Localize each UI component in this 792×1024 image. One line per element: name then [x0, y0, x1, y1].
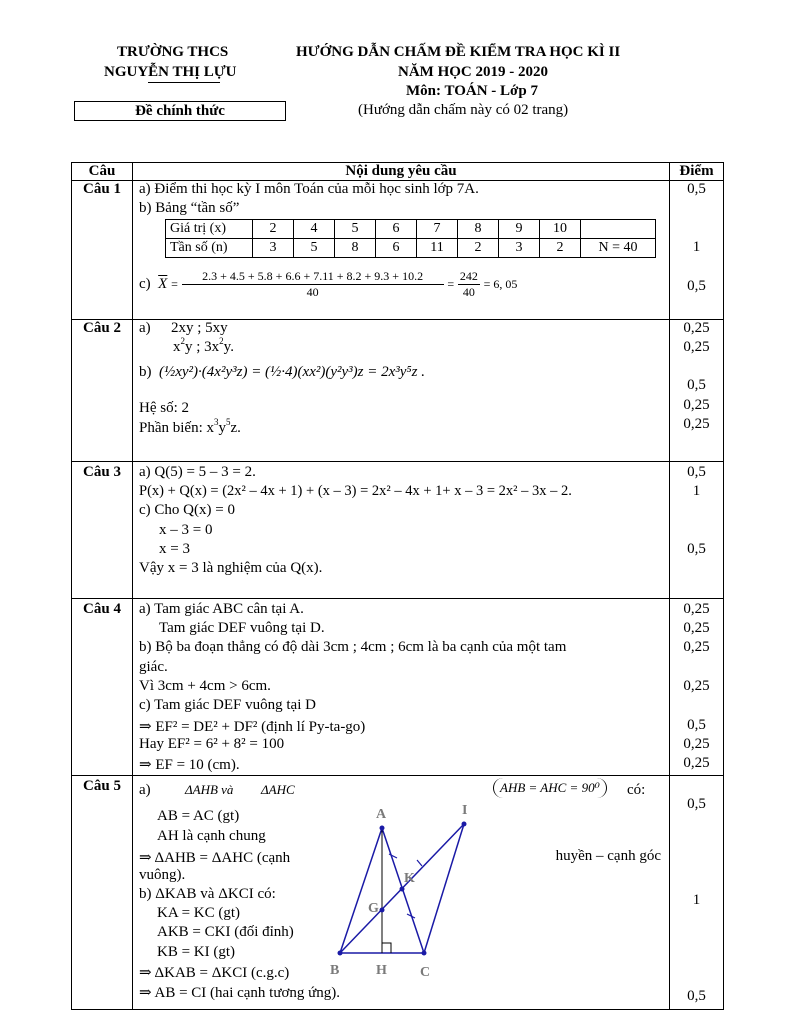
q2-b-prefix: b) — [139, 364, 152, 380]
point-a — [380, 826, 385, 831]
q1-c-denominator: 40 — [306, 285, 319, 299]
freq-cell: 4 — [294, 220, 335, 239]
geometry-figure — [328, 798, 478, 978]
q5-line: ⇒ AB = CI (hai cạnh tương ứng). — [139, 985, 341, 1001]
row-q2 — [72, 320, 724, 462]
school-underline — [148, 82, 220, 83]
score: 0,25 — [683, 736, 710, 752]
q5-line: AB = AC (gt) — [157, 808, 240, 824]
row-q4 — [72, 599, 724, 776]
q4-line: ⇒ EF = 10 (cm). — [139, 757, 240, 773]
grading-table — [71, 162, 724, 1010]
q4-line: b) Bộ ba đoạn thẳng có độ dài 3cm ; 4cm ; 6cm là ba cạnh của một tam — [139, 639, 567, 655]
q2-b-expression: (½xy²)·(4x²y³z) = (½·4)(xx²)(y²y³)z = 2x³y⁵z . — [159, 364, 425, 380]
point-g — [380, 908, 385, 913]
point-c — [422, 951, 427, 956]
score: 0,5 — [687, 796, 706, 812]
q5-line: KB = KI (gt) — [157, 944, 236, 960]
q4-line: giác. — [139, 659, 168, 675]
q4-line: ⇒ EF² = DE² + DF² (định lí Py-ta-go) — [139, 719, 366, 735]
score: 0,5 — [687, 717, 706, 733]
q4-line: Hay EF² = 6² + 8² = 100 — [139, 736, 285, 752]
freq-cell: Giá trị (x) — [166, 220, 253, 239]
q5-line: ⇒ ΔAHB = ΔAHC (cạnh — [139, 850, 291, 866]
q5-line: huyền – cạnh góc — [555, 848, 661, 864]
q1-c-numerator: 2.3 + 4.5 + 5.8 + 6.6 + 7.11 + 8.2 + 9.3 + 10.2 — [182, 269, 444, 285]
score: 0,25 — [683, 620, 710, 636]
q5-a-tri1: ΔAHB và — [185, 782, 234, 797]
label-b: B — [330, 963, 340, 978]
freq-cell: 3 — [253, 239, 294, 258]
q5-line: AH là cạnh chung — [157, 828, 266, 844]
label-k: K — [404, 871, 415, 886]
school-line2: NGUYỄN THỊ LỰU — [104, 64, 237, 80]
q1-c-result: = 6, 05 — [483, 276, 518, 291]
school-line1: TRƯỜNG THCS — [117, 44, 229, 60]
label-g: G — [368, 901, 379, 916]
q5-line: vuông). — [139, 867, 186, 883]
freq-cell: 2 — [540, 239, 581, 258]
score: 0,25 — [683, 639, 710, 655]
freq-cell: 8 — [458, 220, 499, 239]
q5-line: AKB = CKI (đối đỉnh) — [157, 924, 294, 940]
row-q3 — [72, 462, 724, 599]
q3-line: x – 3 = 0 — [159, 522, 213, 538]
freq-cell: 5 — [335, 220, 376, 239]
col-content-header: Nội dung yêu cầu — [133, 163, 670, 181]
q1-b: b) Bảng “tần số” — [139, 200, 240, 216]
q5-a-tri2: ΔAHC — [261, 782, 295, 797]
freq-cell: 6 — [376, 220, 417, 239]
frequency-table — [165, 219, 656, 258]
q1-c-prefix: c) — [139, 275, 151, 292]
score: 1 — [692, 892, 701, 908]
q2-a-line2: $x^2y$ ; $3x^2y$. — [173, 336, 234, 355]
freq-cell: 5 — [294, 239, 335, 258]
col-score-header: Điểm — [670, 163, 724, 181]
label-a: A — [376, 807, 387, 822]
score: 0,25 — [683, 601, 710, 617]
q4-line: Vì 3cm + 4cm > 6cm. — [139, 678, 271, 694]
score: 0,25 — [683, 320, 710, 336]
right-angle-mark — [382, 943, 391, 953]
tick-mark — [417, 860, 422, 866]
score: 0,25 — [683, 397, 710, 413]
label-i: I — [462, 803, 468, 818]
freq-cell: 7 — [417, 220, 458, 239]
score: 0,5 — [687, 988, 706, 1004]
score: 1 — [692, 483, 701, 499]
point-k — [400, 887, 405, 892]
freq-cell: 3 — [499, 239, 540, 258]
q1-c-denominator2: 40 — [462, 285, 475, 299]
freq-cell: 2 — [458, 239, 499, 258]
freq-cell: 10 — [540, 220, 581, 239]
score: 0,25 — [683, 339, 710, 355]
q1-c-formula: c) $\overline{X}$ = $\frac{2.3 + 4.5 + 5.8 + 6.6 + 7.11 + 8.2 + 9.3 + 10.2}{40}$ = $\frac{242}{40}$ = 6, 05 — [139, 269, 518, 299]
q2-label: Câu 2 — [83, 320, 121, 336]
score: 0,25 — [683, 755, 710, 771]
q1-c-xbar: $\overline{X}$ — [158, 275, 168, 292]
q4-line: a) Tam giác ABC cân tại A. — [139, 601, 304, 617]
score: 0,5 — [687, 181, 706, 197]
q3-line: Vậy x = 3 là nghiệm của Q(x). — [139, 560, 323, 576]
score: 0,5 — [687, 377, 706, 393]
segment-ic — [424, 824, 464, 953]
q5-line: KA = KC (gt) — [157, 905, 241, 921]
q3-label: Câu 3 — [83, 464, 121, 480]
row-q5 — [72, 776, 724, 1010]
freq-row-counts — [166, 239, 656, 258]
q3-line: a) Q(5) = 5 – 3 = 2. — [139, 464, 256, 480]
freq-cell: N = 40 — [581, 239, 656, 258]
title-line1: HƯỚNG DẪN CHẤM ĐỀ KIỂM TRA HỌC KÌ II — [296, 44, 621, 60]
freq-row-values — [166, 220, 656, 239]
col-question-header: Câu — [72, 163, 133, 181]
freq-cell: Tần số (n) — [166, 239, 253, 258]
q3-line: P(x) + Q(x) = (2x² – 4x + 1) + (x – 3) = 2x² – 4x + 1+ x – 3 = 2x² – 3x – 2. — [139, 483, 572, 499]
title-line2: NĂM HỌC 2019 - 2020 — [398, 64, 548, 80]
score: 0,5 — [687, 278, 706, 294]
title-line4: (Hướng dẫn chấm này có 02 trang) — [358, 102, 569, 118]
tick-mark — [389, 854, 397, 858]
q4-line: Tam giác DEF vuông tại D. — [159, 620, 325, 636]
q3-line: x = 3 — [159, 541, 190, 557]
point-i — [462, 822, 467, 827]
q5-label: Câu 5 — [83, 778, 121, 794]
q2-variable-part: Phần biến: $x^3y^5z$. — [139, 417, 241, 436]
label-h: H — [376, 963, 387, 978]
freq-cell — [581, 220, 656, 239]
q1-c-numerator2: 242 — [459, 269, 478, 283]
q2-a-line1: 2xy ; 5xy — [171, 320, 228, 336]
freq-cell: 6 — [376, 239, 417, 258]
q5-a-has: có: — [627, 782, 646, 798]
q5-a-prefix: a) — [139, 782, 151, 798]
q1-label: Câu 1 — [83, 181, 121, 197]
score: 1 — [692, 239, 701, 255]
freq-cell: 8 — [335, 239, 376, 258]
title-line3: Môn: TOÁN - Lớp 7 — [406, 83, 538, 99]
freq-cell: 11 — [417, 239, 458, 258]
q5-a-angle: AHB = AHC = 90⁰ — [493, 778, 607, 798]
score: 0,5 — [687, 464, 706, 480]
q4-line: c) Tam giác DEF vuông tại D — [139, 697, 316, 713]
row-q1 — [72, 181, 724, 320]
q3-line: c) Cho Q(x) = 0 — [139, 502, 235, 518]
score: 0,25 — [683, 678, 710, 694]
q5-line: ⇒ ΔKAB = ΔKCI (c.g.c) — [139, 965, 290, 981]
q1-a: a) Điểm thi học kỳ I môn Toán của mỗi học sinh lớp 7A. — [139, 181, 479, 197]
label-c: C — [420, 965, 431, 978]
q4-label: Câu 4 — [83, 601, 121, 617]
score: 0,25 — [683, 416, 710, 432]
q2-a-prefix: a) — [139, 320, 151, 336]
score: 0,5 — [687, 541, 706, 557]
q2-coefficient: Hệ số: 2 — [139, 400, 189, 416]
segment-ab — [340, 828, 382, 953]
q5-line: b) ΔKAB và ΔKCI có: — [139, 886, 276, 902]
official-label: Đề chính thức — [74, 101, 286, 121]
point-b — [338, 951, 343, 956]
freq-cell: 9 — [499, 220, 540, 239]
freq-cell: 2 — [253, 220, 294, 239]
